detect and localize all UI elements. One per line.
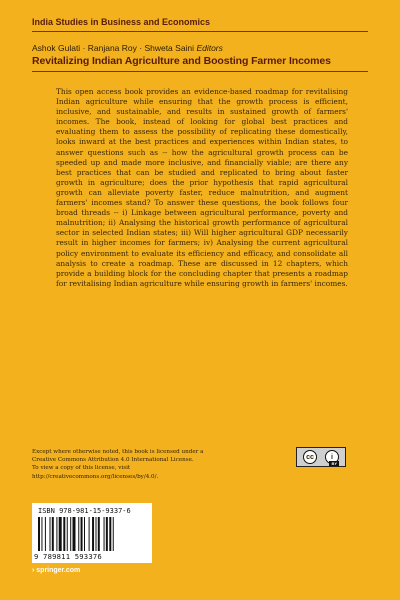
barcode-digits: 9 789811 593376 <box>34 552 102 561</box>
authors-line <box>32 43 223 53</box>
license-line: To view a copy of this license, visit <box>32 465 131 472</box>
isbn: ISBN 978-981-15-9337-6 <box>38 507 131 515</box>
book-title: Revitalizing Indian Agriculture and Boosting Farmer Incomes <box>32 55 331 67</box>
barcode <box>32 503 152 563</box>
license-text <box>32 448 252 481</box>
barcode-bars <box>38 517 146 553</box>
person-icon: i <box>325 450 339 464</box>
cc-circle-icon: cc <box>303 450 317 464</box>
publisher-link[interactable]: › springer.com <box>32 567 81 574</box>
authors: Ashok Gulati · Ranjana Roy · Shweta Saini <box>32 43 195 53</box>
series-name: India Studies in Business and Economics <box>32 17 211 27</box>
title-rule <box>32 71 368 72</box>
license-line: Creative Commons Attribution 4.0 International License. <box>32 457 194 464</box>
license-line: Except where otherwise noted, this book is licensed under a <box>32 449 204 455</box>
blurb: This open access book provides an evidence-based roadmap for revitalising Indian agriculture while ensuring that the growth process is efficient, inclusive, and sustainable, and results in sustained growth of farmers' incomes. The book, instead of looking for global best practices and evaluating them to assess the possibility of replicating these domestically, looks inward at the best practices and experiences within Indian states, to answer questions such as -- how the agricultural growth process can be speeded up and made more inclusive, and financially viable; are there any best practices that can be studied and replicated to bring about faster growth in agriculture; does the prior hypothesis that rapid agricultural growth can alleviate poverty faster, reduce malnutrition, and augment farmers' incomes stand? To answer these questions, the book follows four broad threads -- i) Linkage between agricultural performance, poverty and malnutrition; ii) Analysing the historical growth performance of agricultural sector in selected Indian states; iii) Will higher agricultural GDP necessarily result in higher incomes for farmers; iv) Analysing the current agricultural policy environment to evaluate its efficiency and efficacy, and consolidate all analysis to create a roadmap. These are discussed in 12 chapters, which provide a building block for the concluding chapter that presents a roadmap for revitalising Indian agriculture while ensuring growth in farmers' incomes. <box>56 87 348 288</box>
by-label: BY <box>331 461 337 466</box>
authors-role: Editors <box>196 43 223 53</box>
top-rule <box>32 31 368 32</box>
license-url: http://creativecommons.org/licenses/by/4.0/. <box>32 473 159 480</box>
creative-commons-by-icon <box>296 447 346 467</box>
